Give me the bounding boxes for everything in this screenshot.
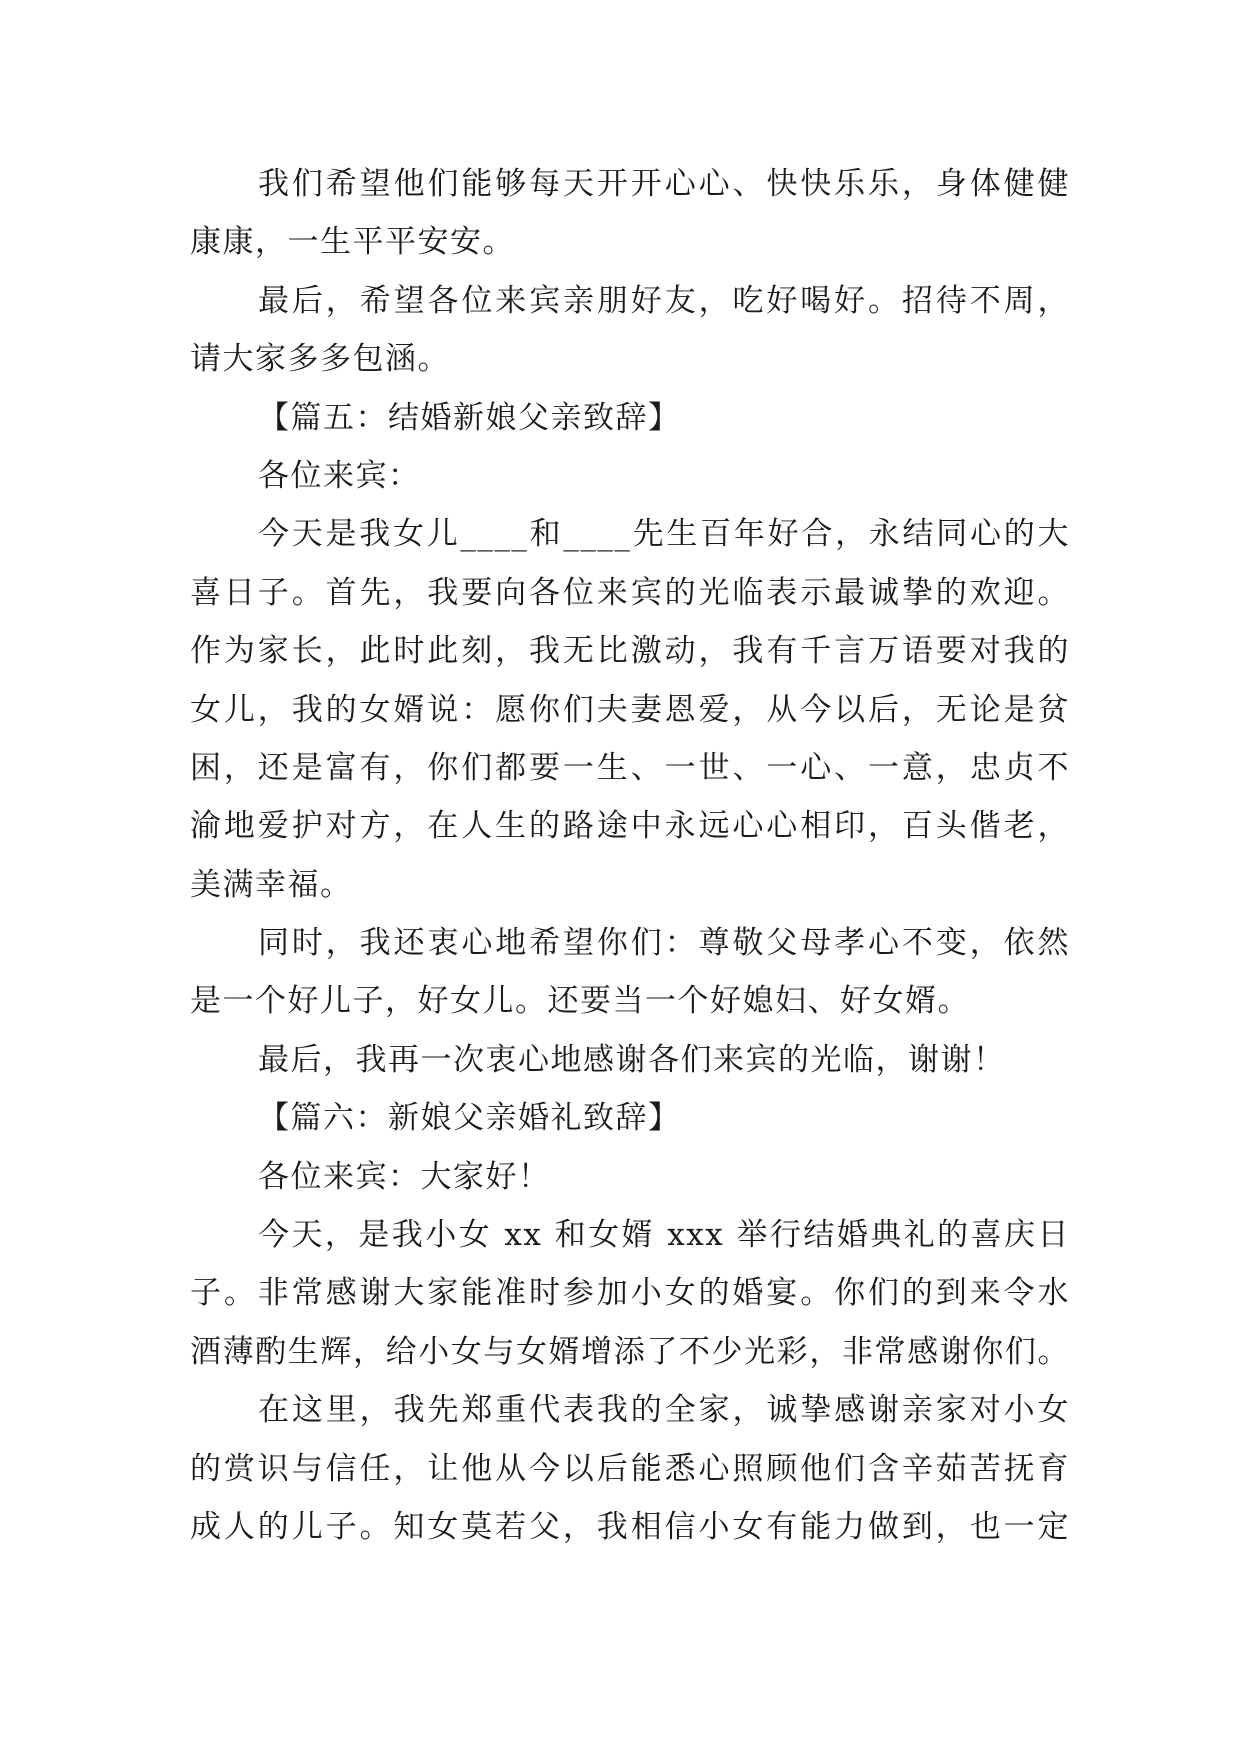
text-line: 美满幸福。 [190,866,353,903]
text-line: 康康，一生平平安安。 [190,224,515,261]
text-line: 我们希望他们能够每天开开心心、快快乐乐，身体健健 [258,166,1070,202]
text-line: 渝地爱护对方，在人生的路途中永远心心相印，百头偕老， [190,808,1070,845]
text-line: 最后，希望各位来宾亲朋好友，吃好喝好。招待不周， [258,282,1070,319]
text-line: 今天，是我小女 xx 和女婿 xxx 举行结婚典礼的喜庆日 [258,1217,1070,1254]
text-line: 的赏识与信任，让他从今以后能悉心照顾他们含辛茹苦抚育 [190,1450,1070,1487]
text-line: 同时，我还衷心地希望你们：尊敬父母孝心不变，依然 [258,925,1070,962]
salutation: 各位来宾：大家好！ [258,1158,551,1195]
document-body [190,155,1070,1556]
text-line: 在这里，我先郑重代表我的全家，诚挚感谢亲家对小女 [258,1392,1070,1429]
text-line: 请大家多多包涵。 [190,341,450,378]
text-line: 是一个好儿子，好女儿。还要当一个好媳妇、好女婿。 [190,983,970,1020]
text-line: 最后，我再一次衷心地感谢各们来宾的光临，谢谢！ [258,1041,1006,1078]
text-line: 成人的儿子。知女莫若父，我相信小女有能力做到，也一定 [190,1508,1070,1545]
section-heading: 【篇五：结婚新娘父亲致辞】 [258,399,681,436]
section-heading: 【篇六：新娘父亲婚礼致辞】 [258,1100,681,1137]
salutation: 各位来宾： [258,457,421,494]
text-line: 作为家长，此时此刻，我无比激动，我有千言万语要对我的 [190,633,1070,670]
text-line: 女儿，我的女婿说：愿你们夫妻恩爱，从今以后，无论是贫 [190,691,1070,728]
text-line: 喜日子。首先，我要向各位来宾的光临表示最诚挚的欢迎。 [190,574,1070,611]
text-line: 酒薄酌生辉，给小女与女婿增添了不少光彩，非常感谢你们。 [190,1333,1070,1370]
text-line: 今天是我女儿____和____先生百年好合，永结同心的大 [258,516,1070,553]
text-line: 困，还是富有，你们都要一生、一世、一心、一意，忠贞不 [190,749,1070,786]
text-line: 子。非常感谢大家能准时参加小女的婚宴。你们的到来令水 [190,1275,1070,1312]
